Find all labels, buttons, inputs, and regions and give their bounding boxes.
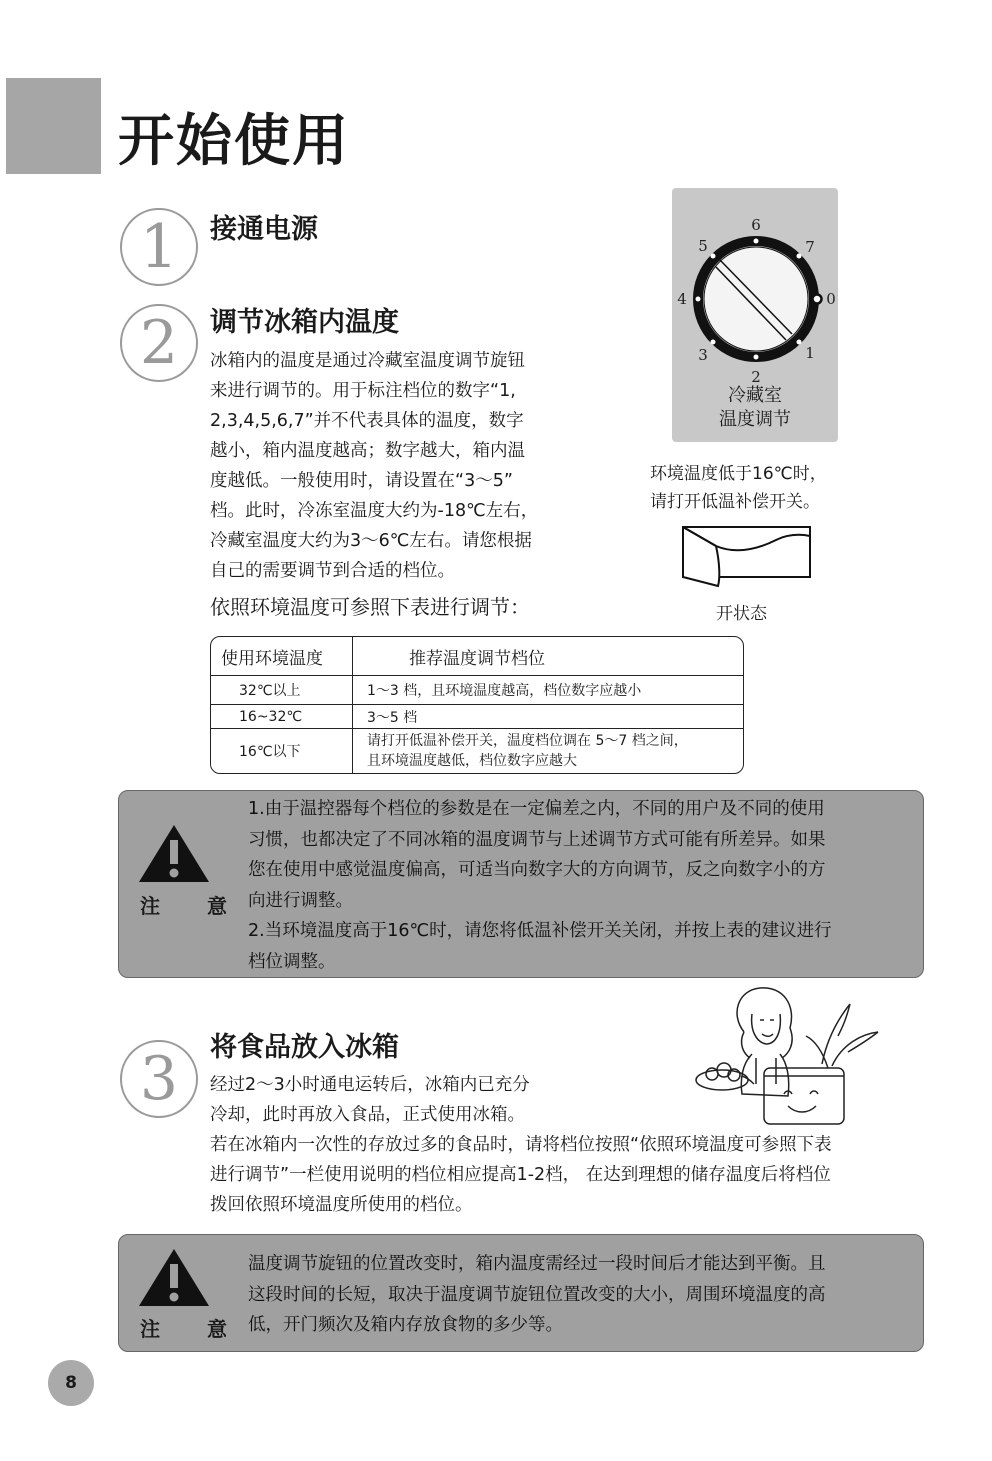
note-line: 这段时间的长短，取决于温度调节旋钮位置改变的大小，周围环境温度的高 — [248, 1284, 826, 1305]
step-3-line: 进行调节”一栏使用说明的档位相应提高1-2档， 在达到理想的储存温度后将档位 — [210, 1165, 831, 1185]
dial-caption-line: 温度调节 — [719, 409, 791, 430]
table-row — [211, 676, 743, 705]
step-3-line: 若在冰箱内一次性的存放过多的食品时，请将档位按照“依照环境温度可参照下表 — [210, 1135, 832, 1155]
warning-icon — [136, 822, 212, 886]
table-header: 使用环境温度 — [211, 637, 353, 676]
warning-icon — [136, 1246, 212, 1310]
switch-note-line: 环境温度低于16℃时， — [650, 464, 827, 484]
step-3-line: 拨回依照环境温度所使用的档位。 — [210, 1195, 473, 1215]
step-3-number: 3 — [120, 1040, 198, 1118]
dial-number: 5 — [698, 237, 708, 255]
note-line: 档位调整。 — [248, 951, 336, 972]
step-2-heading: 调节冰箱内温度 — [210, 307, 399, 338]
setting-line: 请打开低温补偿开关，温度档位调在 5～7 档之间， — [367, 732, 688, 749]
table-intro: 依照环境温度可参照下表进行调节： — [210, 595, 530, 619]
table-row — [211, 729, 743, 773]
note-line: 低，开门频次及箱内存放食物的多少等。 — [248, 1315, 563, 1335]
step-2-line: 自己的需要调节到合适的档位。 — [210, 561, 455, 581]
page-number: 8 — [48, 1360, 94, 1406]
page-title: 开始使用 — [118, 109, 350, 174]
step-1-number: 1 — [120, 208, 198, 286]
step-2-body — [210, 346, 538, 586]
dial-number: 6 — [751, 216, 761, 234]
step-3-line: 冷却，此时再放入食品，正式使用冰箱。 — [210, 1105, 525, 1125]
switch-note — [650, 460, 827, 516]
note-2-text — [248, 1249, 826, 1341]
table-cell-temp: 16℃以下 — [211, 729, 353, 773]
dial-caption — [672, 384, 838, 432]
note-line: 温度调节旋钮的位置改变时，箱内温度需经过一段时间后才能达到平衡。且 — [248, 1254, 826, 1274]
woman-with-fridge-illustration — [692, 984, 892, 1128]
dial-number: 4 — [677, 290, 687, 308]
note-line: 向进行调整。 — [248, 890, 353, 911]
dial-number: 3 — [698, 346, 708, 364]
table-cell-setting: 3～5 档 — [353, 705, 744, 729]
note-line: 1.由于温控器每个档位的参数是在一定偏差之内，不同的用户及不同的使用 — [248, 799, 825, 819]
step-3-heading: 将食品放入冰箱 — [210, 1032, 399, 1063]
step-1-heading: 接通电源 — [210, 214, 318, 245]
step-2-number: 2 — [120, 304, 198, 382]
step-2-line: 越小，箱内温度越高；数字越大，箱内温 — [210, 441, 525, 461]
note-line: 2.当环境温度高于16℃时，请您将低温补偿开关关闭，并按上表的建议进行 — [248, 921, 832, 941]
note-label: 注 意 — [140, 1317, 247, 1341]
temperature-dial-icon[interactable] — [672, 188, 838, 388]
step-2-line: 度越低。一般使用时，请设置在“3～5” — [210, 471, 513, 491]
dial-number: 2 — [751, 368, 761, 386]
table-header: 推荐温度调节档位 — [353, 637, 744, 676]
step-2-line: 冰箱内的温度是通过冷藏室温度调节旋钮 — [210, 351, 525, 371]
table-cell-setting — [353, 729, 744, 773]
switch-note-line: 请打开低温补偿开关。 — [650, 492, 820, 512]
dial-caption-line: 冷藏室 — [728, 385, 782, 406]
note-label: 注 意 — [140, 894, 247, 918]
table-row — [211, 705, 743, 729]
step-2-line: 来进行调节的。用于标注档位的数字“1, — [210, 381, 516, 401]
note-1-text — [248, 794, 832, 977]
note-line: 您在使用中感觉温度偏高，可适当向数字大的方向调节，反之向数字小的方 — [248, 860, 826, 880]
setting-line: 且环境温度越低，档位数字应越大 — [367, 752, 577, 769]
step-2-line: 冷藏室温度大约为3～6℃左右。请您根据 — [210, 531, 532, 551]
dial-number: 0 — [826, 290, 836, 308]
step-2-line: 2,3,4,5,6,7”并不代表具体的温度，数字 — [210, 411, 524, 431]
note-line: 习惯，也都决定了不同冰箱的温度调节与上述调节方式可能有所差异。如果 — [248, 829, 826, 850]
dial-number: 7 — [805, 238, 815, 256]
step-3-line: 经过2～3小时通电运转后，冰箱内已充分 — [210, 1075, 530, 1095]
recommendation-table — [210, 636, 744, 774]
dial-number: 1 — [805, 344, 815, 362]
table-cell-temp: 16~32℃ — [211, 705, 353, 729]
header-block — [6, 78, 101, 174]
table-cell-temp: 32℃以上 — [211, 676, 353, 705]
table-cell-setting: 1～3 档，且环境温度越高，档位数字应越小 — [353, 676, 744, 705]
switch-icon[interactable] — [680, 524, 814, 590]
step-2-line: 档。此时，冷冻室温度大约为-18℃左右， — [210, 501, 539, 521]
switch-state-label: 开状态 — [716, 604, 767, 624]
